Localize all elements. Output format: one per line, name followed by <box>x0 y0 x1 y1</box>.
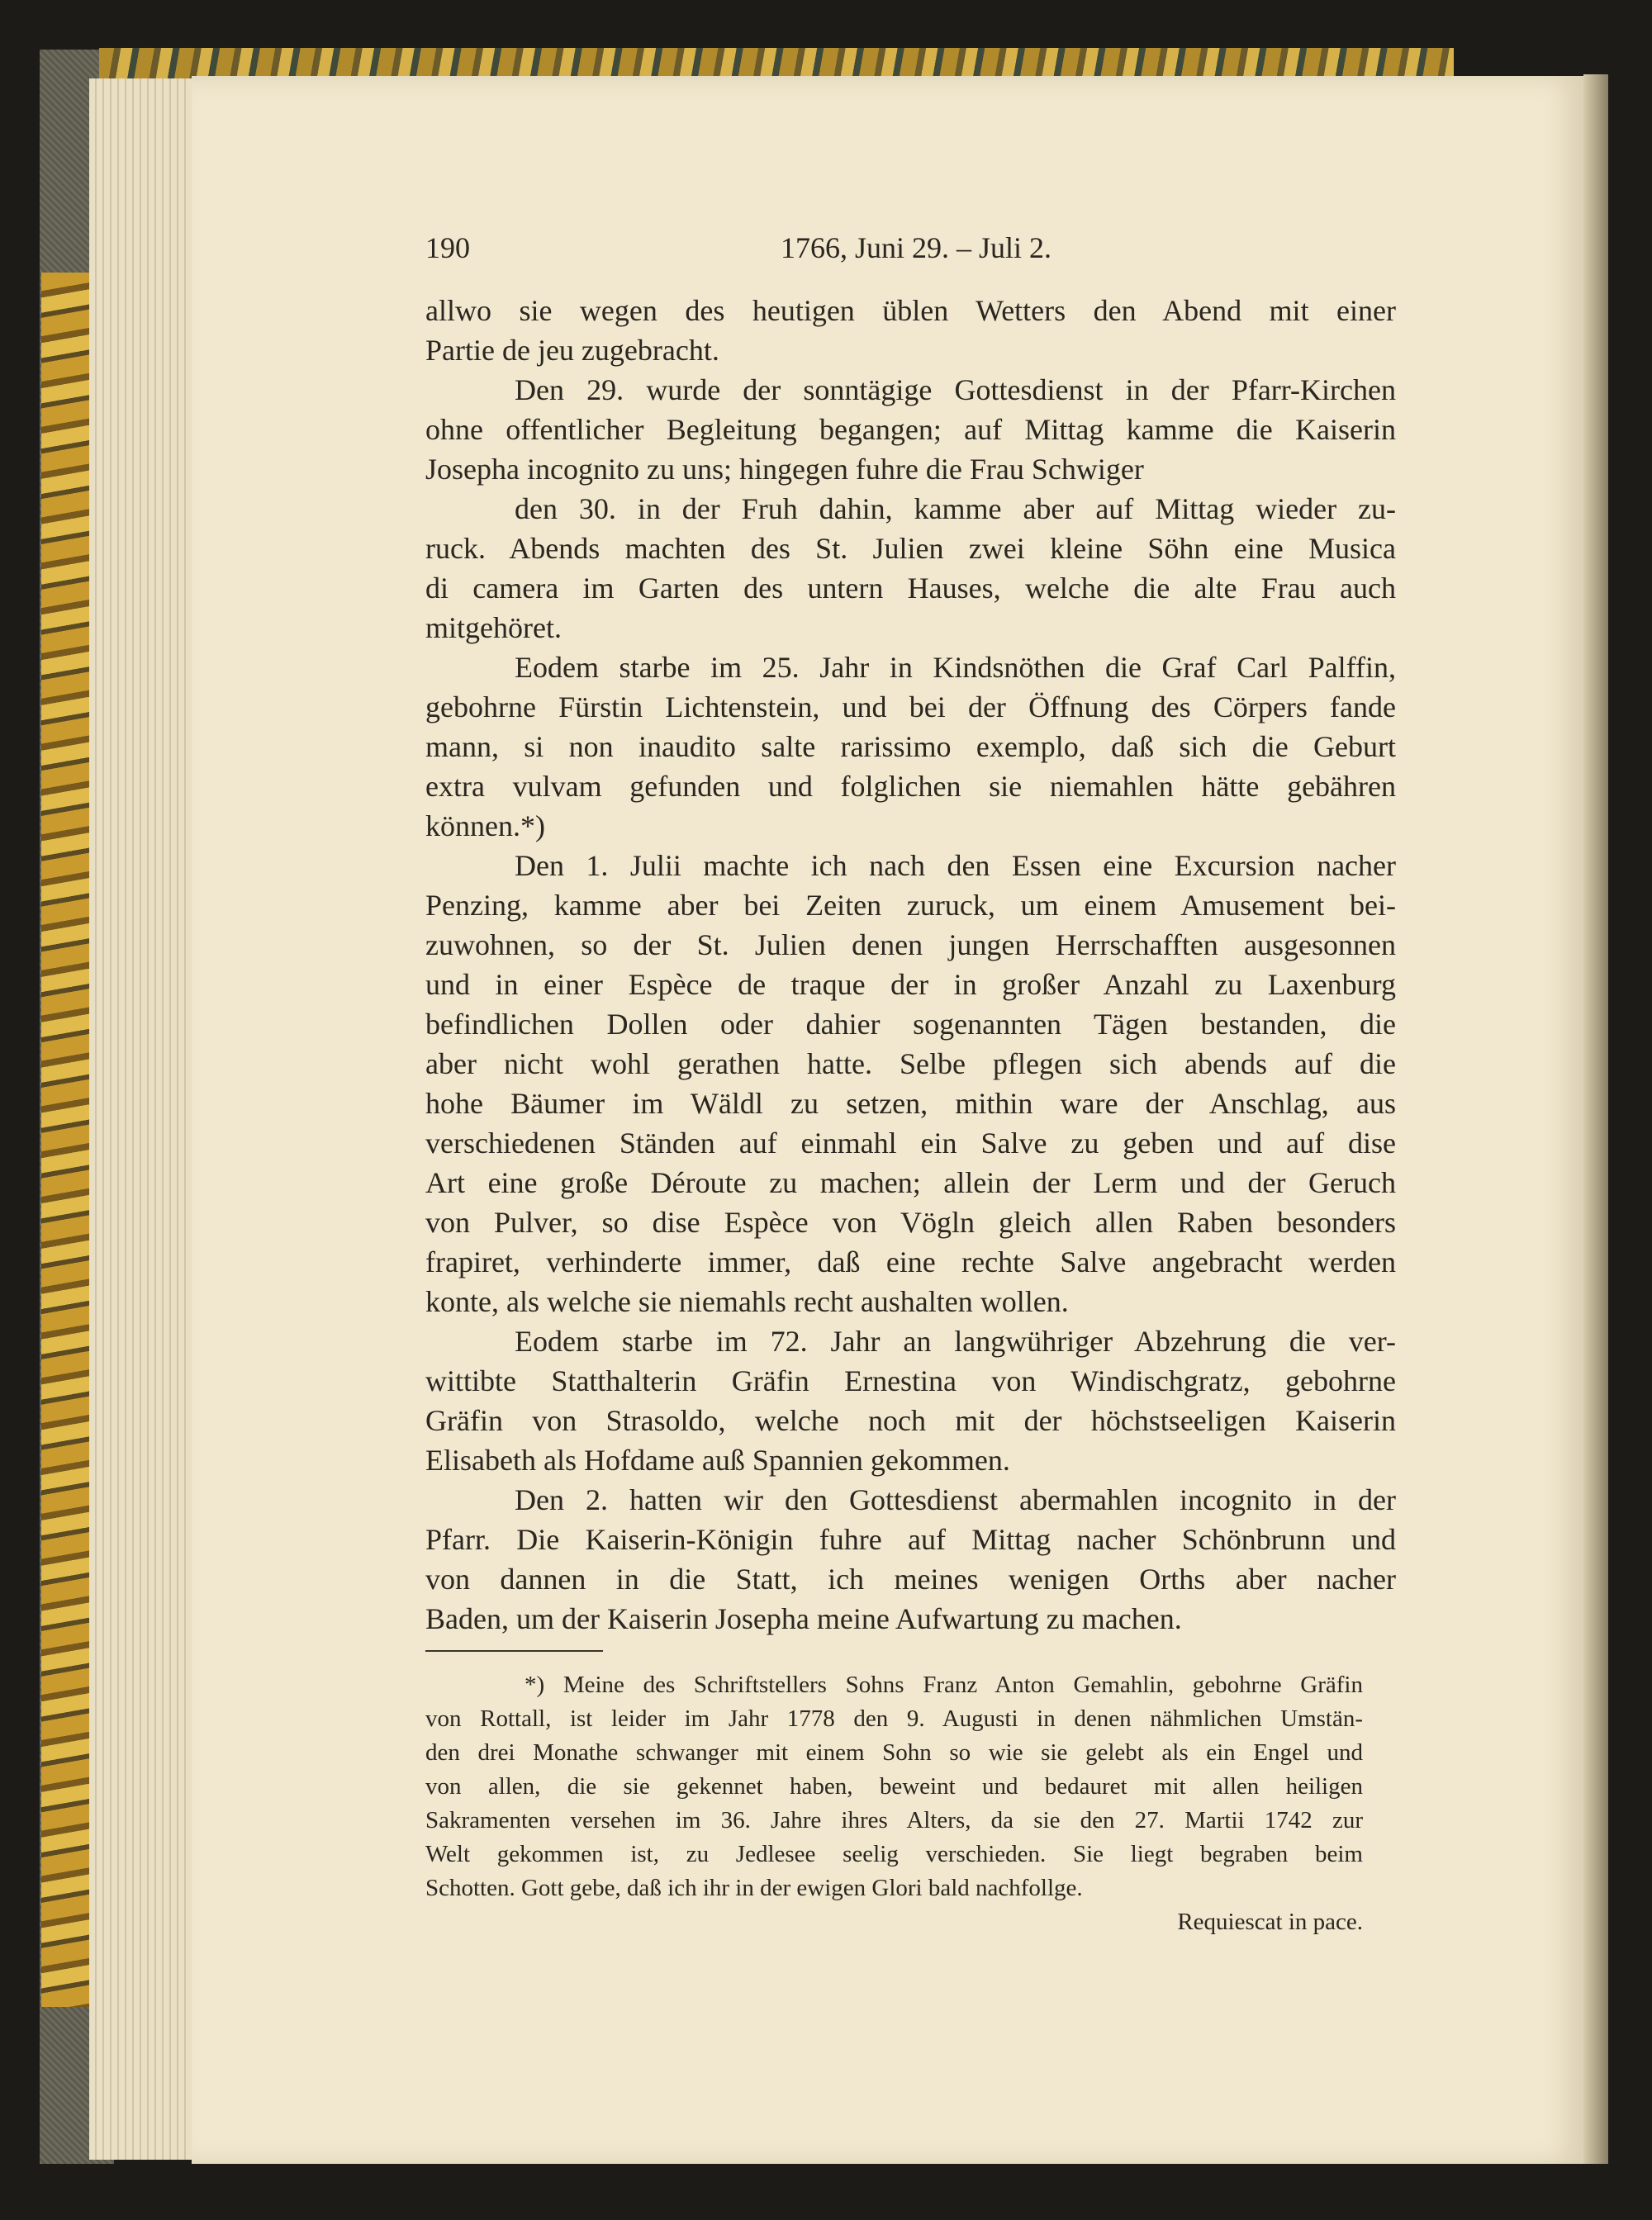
text-line: verschiedenen Ständen auf einmahl ein Salve zu geben und auf dise <box>425 1127 1396 1160</box>
paragraph <box>425 1321 1396 1480</box>
text-line: von Pulver, so dise Espèce von Vögln gleich allen Raben besonders <box>425 1206 1396 1239</box>
text-line: Baden, um der Kaiserin Josepha meine Aufwartung zu machen. <box>425 1602 1182 1635</box>
page-stack <box>89 78 197 2160</box>
paragraph <box>425 1480 1396 1639</box>
text-line: Penzing, kamme aber bei Zeiten zuruck, um einem Amusement bei- <box>425 889 1396 922</box>
footnote-rule <box>425 1650 603 1652</box>
text-line: konte, als welche sie niemahls recht aushalten wollen. <box>425 1285 1069 1318</box>
text-line: Eodem starbe im 72. Jahr an langwühriger Abzehrung die ver- <box>515 1325 1396 1358</box>
text-line: wittibte Statthalterin Gräfin Ernestina von Windischgratz, gebohrne <box>425 1364 1396 1397</box>
text-line: gebohrne Fürstin Lichtenstein, und bei der Öffnung des Cörpers fande <box>425 690 1396 723</box>
paragraph <box>425 489 1396 648</box>
paragraph <box>425 846 1396 1321</box>
text-line: Art eine große Déroute zu machen; allein der Lerm und der Geruch <box>425 1166 1396 1199</box>
text-line: frapiret, verhinderte immer, daß eine rechte Salve angebracht werden <box>425 1245 1396 1278</box>
text-line: aber nicht wohl gerathen hatte. Selbe pflegen sich abends auf die <box>425 1047 1396 1080</box>
text-line: mann, si non inaudito salte rarissimo exemplo, daß sich die Geburt <box>425 730 1396 763</box>
text-line: den 30. in der Fruh dahin, kamme aber auf Mittag wieder zu- <box>515 492 1396 525</box>
text-line: Gräfin von Strasoldo, welche noch mit der höchstseeligen Kaiserin <box>425 1404 1396 1437</box>
text-line: Pfarr. Die Kaiserin-Königin fuhre auf Mittag nacher Schönbrunn und <box>425 1523 1396 1556</box>
text-line: ruck. Abends machten des St. Julien zwei kleine Söhn eine Musica <box>425 532 1396 565</box>
text-line: Den 29. wurde der sonntägige Gottesdienst in der Pfarr-Kirchen <box>515 373 1396 406</box>
text-line: von dannen in die Statt, ich meines wenigen Orths aber nacher <box>425 1563 1396 1596</box>
text-line: extra vulvam gefunden und folglichen sie niemahlen hätte gebähren <box>425 770 1396 803</box>
footnote-line: Schotten. Gott gebe, daß ich ihr in der ewigen Glori bald nachfollge. <box>425 1875 1083 1901</box>
text-line: di camera im Garten des untern Hauses, welche die alte Frau auch <box>425 572 1396 605</box>
footnote-line: *) Meine des Schriftstellers Sohns Franz Anton Gemahlin, gebohrne Gräfin <box>525 1672 1363 1698</box>
text-line: zuwohnen, so der St. Julien denen jungen Herrschafften ausgesonnen <box>425 928 1396 961</box>
text-line: Den 2. hatten wir den Gottesdienst abermahlen incognito in der <box>515 1483 1396 1516</box>
paragraph <box>425 291 1396 370</box>
paragraph <box>425 370 1396 489</box>
page-number: 190 <box>425 231 470 264</box>
footnote-line: Welt gekommen ist, zu Jedlesee seelig verschieden. Sie liegt begraben beim <box>425 1841 1363 1867</box>
facing-page-edge <box>1583 74 1608 2164</box>
text-line: Josepha incognito zu uns; hingegen fuhre die Frau Schwiger <box>425 453 1144 486</box>
paragraph <box>425 648 1396 846</box>
page-header <box>425 230 1396 271</box>
footnote-closing: Requiescat in pace. <box>1177 1909 1363 1935</box>
footnote-line: Sakramenten versehen im 36. Jahre ihres Alters, da sie den 27. Martii 1742 zur <box>425 1807 1363 1833</box>
text-line: Elisabeth als Hofdame auß Spannien gekommen. <box>425 1444 1010 1477</box>
text-line: können.*) <box>425 809 545 842</box>
marbled-edge-side <box>41 273 91 2007</box>
footnote-line: den drei Monathe schwanger mit einem Sohn so wie sie gelebt als ein Engel und <box>425 1739 1363 1766</box>
text-line: Den 1. Julii machte ich nach den Essen eine Excursion nacher <box>515 849 1396 882</box>
footnote-line: von Rottall, ist leider im Jahr 1778 den 9. Augusti in denen nähmlichen Umstän- <box>425 1705 1363 1732</box>
body-text <box>425 291 1396 1639</box>
text-line: und in einer Espèce de traque der in großer Anzahl zu Laxenburg <box>425 968 1396 1001</box>
text-line: ohne offentlicher Begleitung begangen; auf Mittag kamme die Kaiserin <box>425 413 1396 446</box>
text-line: Partie de jeu zugebracht. <box>425 334 719 367</box>
text-line: Eodem starbe im 25. Jahr in Kindsnöthen die Graf Carl Palffin, <box>515 651 1396 684</box>
running-head: 1766, Juni 29. – Juli 2. <box>781 231 1052 264</box>
text-line: mitgehöret. <box>425 611 562 644</box>
text-line: hohe Bäumer im Wäldl zu setzen, mithin ware der Anschlag, aus <box>425 1087 1396 1120</box>
text-line: befindlichen Dollen oder dahier sogenannten Tägen bestanden, die <box>425 1008 1396 1041</box>
footnote-line: von allen, die sie gekennet haben, beweint und bedauret mit allen heiligen <box>425 1773 1363 1800</box>
text-line: allwo sie wegen des heutigen üblen Wetters den Abend mit einer <box>425 294 1396 327</box>
footnote <box>425 1668 1363 1939</box>
